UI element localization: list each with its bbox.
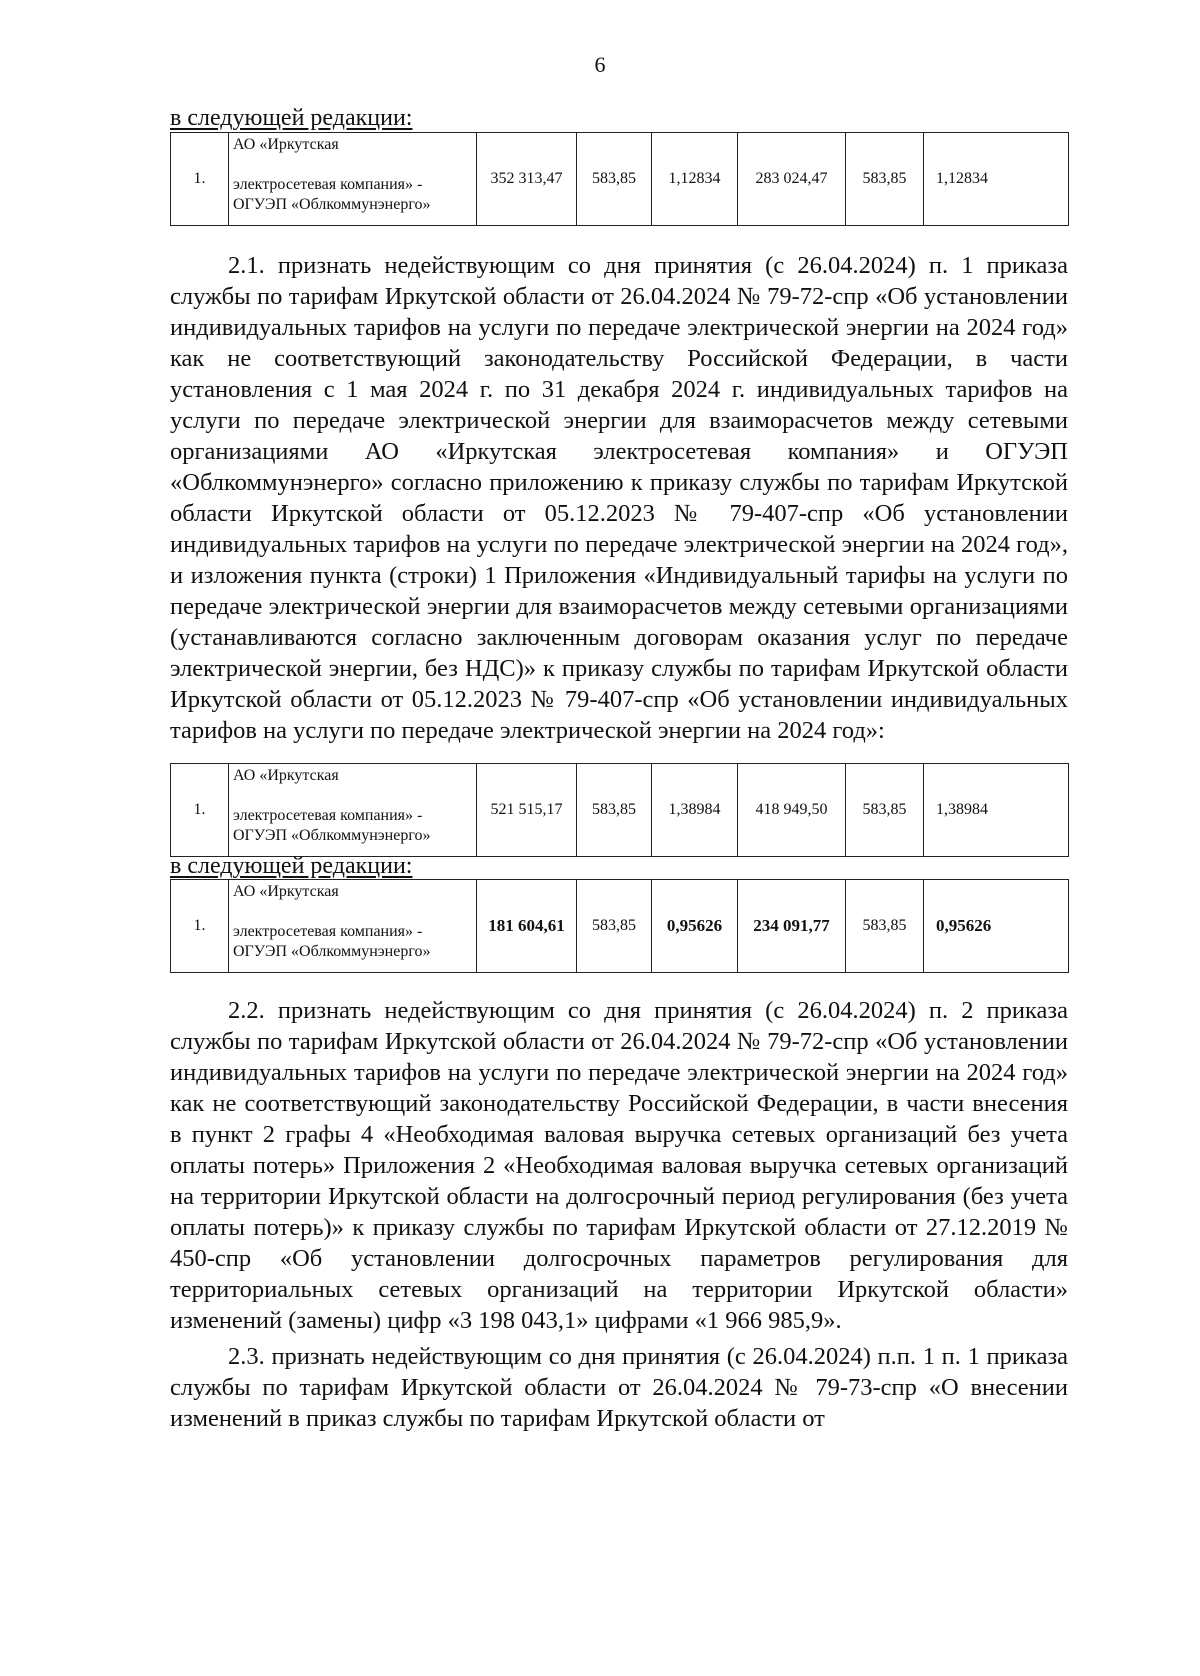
value-cell: 0,95626 — [652, 880, 738, 973]
value-cell: 1,38984 — [924, 764, 1069, 857]
value-cell: 1,38984 — [652, 764, 738, 857]
tariff-table-1 — [170, 132, 1069, 226]
value-cell: 181 604,61 — [477, 880, 577, 973]
paragraph-2-3 — [170, 1341, 1068, 1434]
caption-new-edition-2: в следующей редакции: — [170, 853, 413, 879]
value-cell: 583,85 — [846, 133, 924, 226]
value-cell: 583,85 — [577, 764, 652, 857]
paragraph-2-2 — [170, 995, 1068, 1336]
organization-cell — [229, 880, 477, 973]
org-name-line: АО «Иркутская — [233, 136, 339, 153]
table-row — [171, 880, 1069, 973]
org-name-line: ОГУЭП «Облкоммунэнерго» — [233, 827, 431, 844]
org-name-line: электросетевая компания» - — [233, 807, 423, 824]
row-number: 1. — [171, 764, 229, 857]
caption-new-edition-1: в следующей редакции: — [170, 105, 413, 131]
table-row — [171, 133, 1069, 226]
org-name-line: электросетевая компания» - — [233, 176, 423, 193]
row-number: 1. — [171, 880, 229, 973]
org-name-line: электросетевая компания» - — [233, 923, 423, 940]
table-row — [171, 764, 1069, 857]
tariff-table-2 — [170, 763, 1069, 857]
org-name-line: ОГУЭП «Облкоммунэнерго» — [233, 943, 431, 960]
organization-cell — [229, 133, 477, 226]
value-cell: 583,85 — [577, 133, 652, 226]
value-cell: 352 313,47 — [477, 133, 577, 226]
paragraph-2-3-text: 2.3. признать недействующим со дня принятия (с 26.04.2024) п.п. 1 п. 1 приказа службы по тарифам Иркутской области от 26.04.2024 № 79-73-спр «О внесении изменений в приказ службы по тарифам Иркутской области от — [170, 1343, 1068, 1432]
row-number: 1. — [171, 133, 229, 226]
organization-cell — [229, 764, 477, 857]
value-cell: 418 949,50 — [738, 764, 846, 857]
value-cell: 1,12834 — [652, 133, 738, 226]
value-cell: 583,85 — [577, 880, 652, 973]
paragraph-2-2-text: 2.2. признать недействующим со дня принятия (с 26.04.2024) п. 2 приказа службы по тарифам Иркутской области от 26.04.2024 № 79-72-спр «Об установлении индивидуальных тарифов на услуги по передаче электрической энергии на 2024 год» как не соответствующий законодательству Российской Федерации, в части внесения в пункт 2 графы 4 «Необходимая валовая выручка сетевых организаций без учета оплаты потерь» Приложения 2 «Необходимая валовая выручка сетевых организаций на территории Иркутской области на долгосрочный период регулирования (без учета оплаты потерь)» к приказу службы по тарифам Иркутской области от 27.12.2019 № 450-спр «Об установлении долгосрочных параметров регулирования для территориальных сетевых организаций на территории Иркутской области» изменений (замены) цифр «3 198 043,1» цифрами «1 966 985,9». — [170, 997, 1068, 1334]
org-name-line: АО «Иркутская — [233, 767, 339, 784]
value-cell: 283 024,47 — [738, 133, 846, 226]
value-cell: 234 091,77 — [738, 880, 846, 973]
tariff-table-3 — [170, 879, 1069, 973]
paragraph-2-1-text: 2.1. признать недействующим со дня принятия (с 26.04.2024) п. 1 приказа службы по тарифам Иркутской области от 26.04.2024 № 79-72-спр «Об установлении индивидуальных тарифов на услуги по передаче электрической энергии на 2024 год» как не соответствующий законодательству Российской Федерации, в части установления с 1 мая 2024 г. по 31 декабря 2024 г. индивидуальных тарифов на услуги по передаче электрической энергии для взаиморасчетов между сетевыми организациями АО «Иркутская электросетевая компания» и ОГУЭП «Облкоммунэнерго» согласно приложению к приказу службы по тарифам Иркутской области Иркутской области от 05.12.2023 № 79-407-спр «Об установлении индивидуальных тарифов на услуги по передаче электрической энергии на 2024 год», и изложения пункта (строки) 1 Приложения «Индивидуальный тарифы на услуги по передаче электрической энергии для взаиморасчетов между сетевыми организациями (устанавливаются согласно заключенным договорам оказания услуг по передаче электрической энергии, без НДС)» к приказу службы по тарифам Иркутской области Иркутской области от 05.12.2023 № 79-407-спр «Об установлении индивидуальных тарифов на услуги по передаче электрической энергии на 2024 год»: — [170, 252, 1068, 744]
org-name-line: АО «Иркутская — [233, 883, 339, 900]
paragraph-2-1 — [170, 250, 1068, 746]
value-cell: 583,85 — [846, 764, 924, 857]
value-cell: 521 515,17 — [477, 764, 577, 857]
value-cell: 1,12834 — [924, 133, 1069, 226]
value-cell: 583,85 — [846, 880, 924, 973]
org-name-line: ОГУЭП «Облкоммунэнерго» — [233, 196, 431, 213]
value-cell: 0,95626 — [924, 880, 1069, 973]
page-number: 6 — [594, 52, 606, 77]
